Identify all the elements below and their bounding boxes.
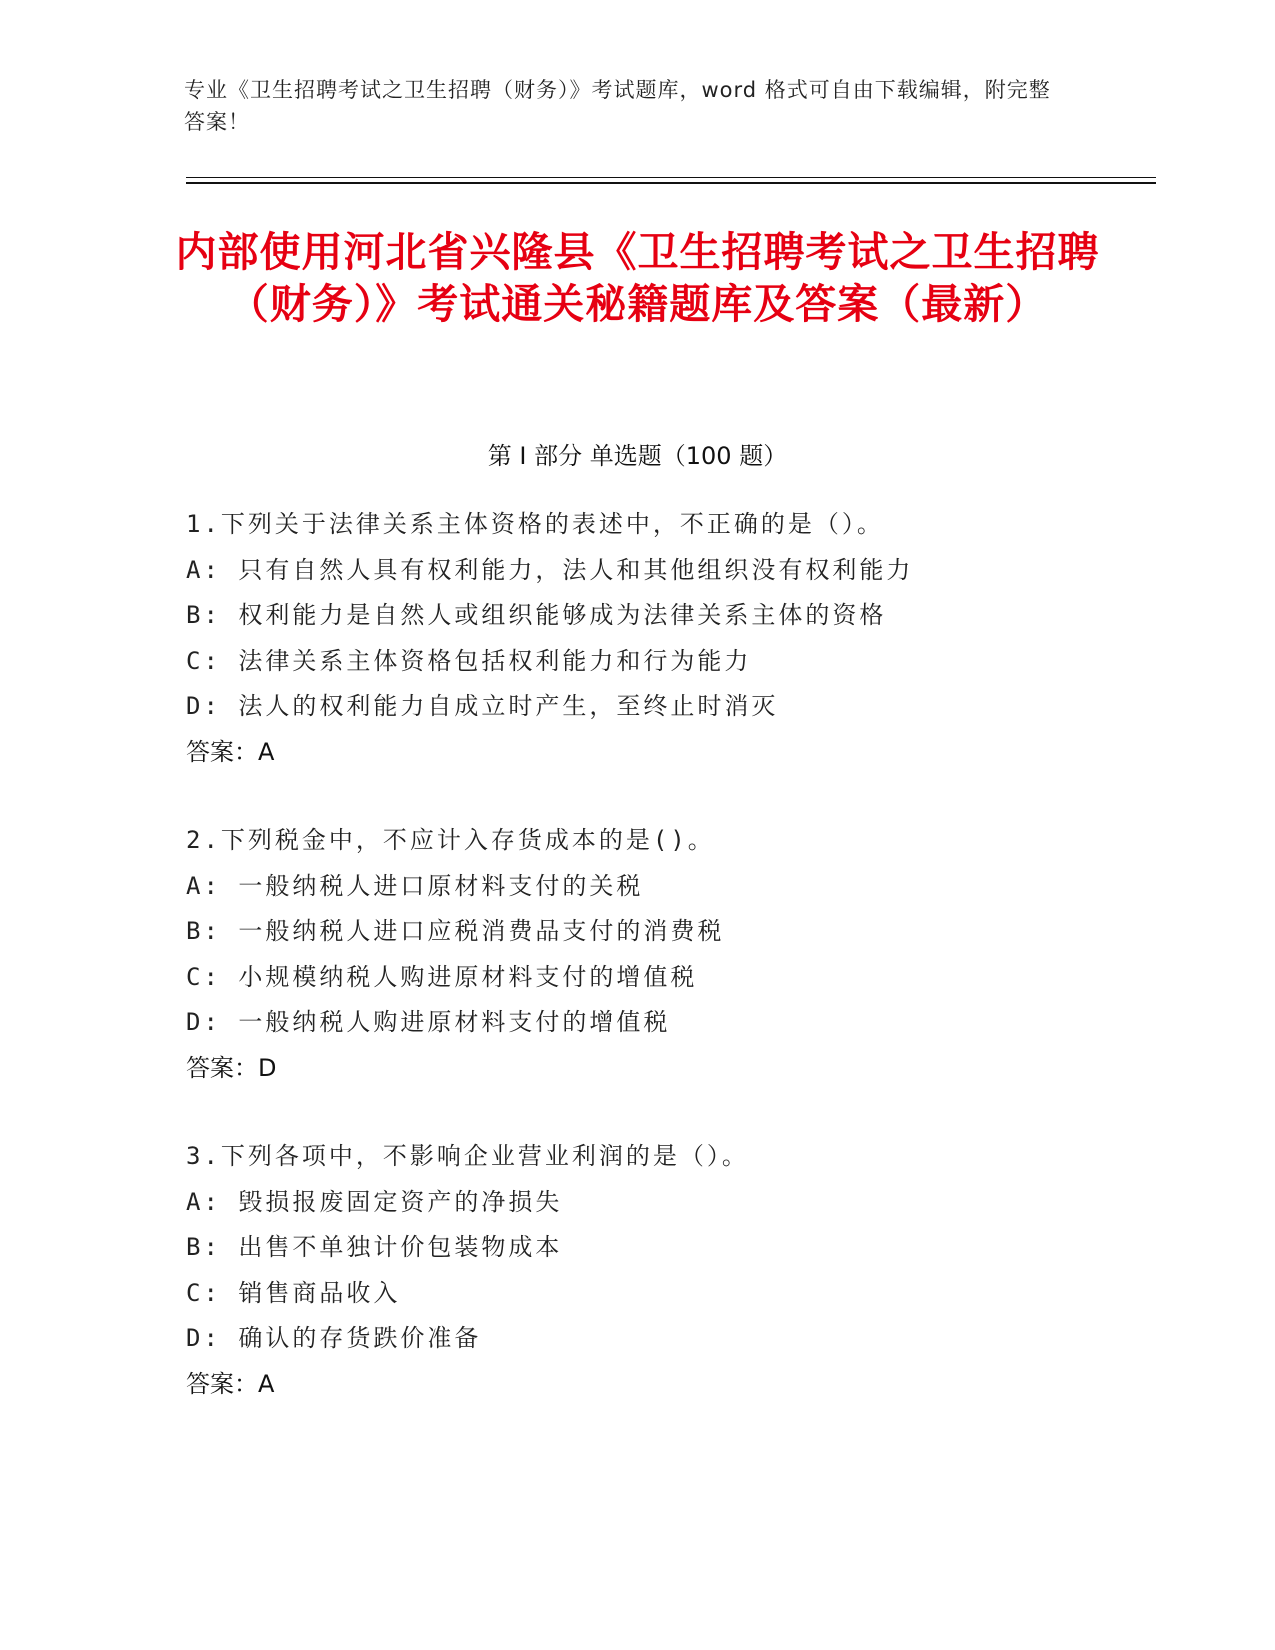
option-a: A: 只有自然人具有权利能力，法人和其他组织没有权利能力: [186, 555, 914, 584]
option-a: A: 一般纳税人进口原材料支付的关税: [186, 871, 644, 900]
option-d: D: 确认的存货跌价准备: [186, 1324, 482, 1352]
answer-label: 答案：A: [186, 737, 275, 766]
document-title: 内部使用河北省兴隆县《卫生招聘考试之卫生招聘（财务）》考试通关秘籍题库及答案（最新）: [175, 228, 1100, 328]
answer-label: 答案：A: [186, 1369, 275, 1398]
option-d: D: 一般纳税人购进原材料支付的增值税: [186, 1008, 671, 1036]
question-stem: 2.下列税金中，不应计入存货成本的是()。: [186, 826, 715, 854]
header-note: 专业《卫生招聘考试之卫生招聘（财务）》考试题库，word 格式可自由下载编辑，附完整答案！: [184, 78, 1051, 134]
question-3: [186, 1134, 1146, 1407]
header-divider-thick: [186, 182, 1156, 184]
option-d: D: 法人的权利能力自成立时产生，至终止时消灭: [186, 692, 779, 720]
option-c: C: 销售商品收入: [186, 1278, 401, 1307]
option-b: B: 出售不单独计价包装物成本: [186, 1233, 563, 1261]
option-c: C: 法律关系主体资格包括权利能力和行为能力: [186, 646, 752, 675]
section-title: 第 I 部分 单选题（100 题）: [487, 442, 788, 470]
question-stem: 1.下列关于法律关系主体资格的表述中，不正确的是（）。: [186, 510, 884, 538]
option-a: A: 毁损报废固定资产的净损失: [186, 1187, 563, 1216]
answer-label: 答案：D: [186, 1053, 277, 1082]
question-stem: 3.下列各项中，不影响企业营业利润的是（）。: [186, 1142, 749, 1170]
question-2: [186, 818, 1146, 1091]
option-b: B: 权利能力是自然人或组织能够成为法律关系主体的资格: [186, 601, 887, 629]
question-1: [186, 502, 1146, 775]
option-c: C: 小规模纳税人购进原材料支付的增值税: [186, 962, 698, 991]
option-b: B: 一般纳税人进口应税消费品支付的消费税: [186, 917, 725, 945]
header-divider-thin: [186, 177, 1156, 178]
